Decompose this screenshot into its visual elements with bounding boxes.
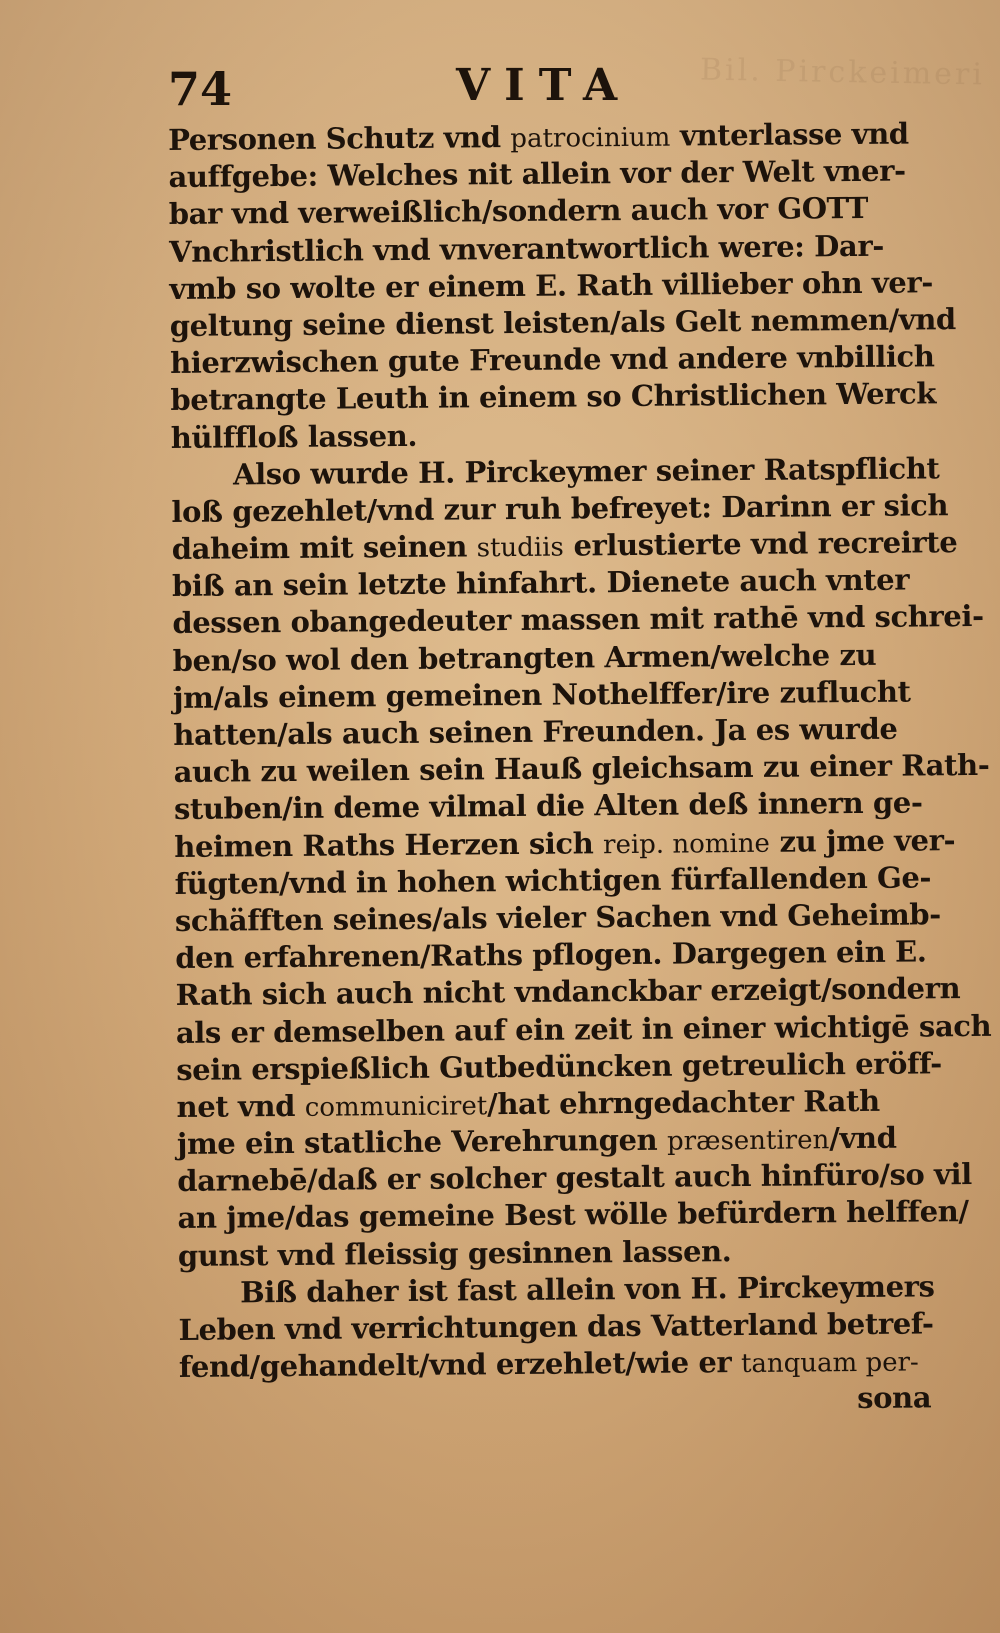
text-line [169,190,929,234]
text-segment: gunst vnd fleissig gesinnen lassen. [177,1233,732,1273]
text-segment: stuben/in deme vilmal die Alten deß innern ge- [173,785,923,827]
text-segment: Personen Schutz vnd [168,120,501,157]
text-segment: zu jme ver- [769,822,956,859]
page-number: 74 [168,62,233,116]
text-segment: loß gezehlet/vnd zur ruh befreyet: Darinn er sich [171,488,949,529]
running-head: VITA [456,60,632,111]
text-line [172,599,984,643]
text-segment: geltung seine dienst leisten/als Gelt nemmen/vnd [169,302,956,343]
text-line [179,1343,939,1387]
text-line [173,636,933,680]
text-line [169,227,929,271]
text-segment: jme ein statliche Verehrungen [176,1122,658,1162]
text-segment: daheim mit seinen [171,529,468,567]
text-segment: jm/als einem gemeinen Nothelffer/ire zuflucht [172,674,911,715]
show-through-text: Bil. Pirckeimeri [699,52,986,93]
text-line [175,971,961,1015]
text-segment: fend/gehandelt/vnd erzehlet/wie er [178,1345,732,1385]
text-segment: Vnchristlich vnd vnverantwortlich were: Dar- [168,228,885,269]
text-line [174,785,934,829]
latin-term: patrocinium [510,122,671,155]
text-segment: an jme/das gemeine Best wölle befürdern helffen/ [177,1194,969,1236]
latin-term: tanquam per- [740,1347,919,1380]
text-segment: Rath sich auch nicht vndanckbar erzeigt/sondern [175,971,961,1013]
latin-term: studiis [476,532,564,564]
text-segment: net vnd [176,1088,296,1124]
text-segment: den erfahrenen/Raths pflogen. Dargegen ein E. [175,934,927,976]
text-line [171,450,940,494]
text-segment: auch zu weilen sein Hauß gleichsam zu einer Rath- [173,748,990,790]
text-segment: /hat ehrngedachter Rath [487,1083,880,1122]
text-segment: hülffloß lassen. [170,418,418,455]
text-line [170,376,937,420]
text-segment: Biß daher ist fast allein von H. Pirckeymers [240,1269,935,1310]
text-line [177,1194,969,1238]
text-segment: schäfften seines/als vieler Sachen vnd Geheimb- [174,897,941,938]
latin-term: communiciret [304,1091,488,1123]
text-segment: biß an sein letzte hinfahrt. Dienete auch vnter [171,562,910,604]
text-line [174,822,956,866]
text-segment: als er demselben auf ein zeit in einer wichtigē sach [175,1008,992,1050]
text-line [175,1008,992,1052]
text-line [176,1045,942,1089]
text-segment: sein erspießlich Gutbedüncken getreulich eröff- [176,1045,942,1087]
text-segment: hatten/als auch seinen Freunden. Ja es wurde [173,711,898,752]
text-segment: erlustierte vnd recreirte [563,525,958,563]
text-segment: ben/so wol den betrangten Armen/welche zu [172,637,877,678]
text-segment: betrangte Leuth in einem so Christlichen Werck [170,376,937,418]
text-segment: bar vnd verweißlich/sondern auch vor GOTT [168,191,869,232]
text-segment: fügten/vnd in hohen wichtigen fürfallenden Ge- [174,860,932,901]
body-text [168,115,992,1423]
text-segment: vmb so wolte er einem E. Rath villieber ohn ver- [169,265,934,306]
text-segment: darnebē/daß er solcher gestalt auch hinfüro/so vil [177,1157,972,1199]
text-segment: /vnd [829,1120,897,1156]
text-segment: vnterlasse vnd [670,116,909,153]
text-segment: Leben vnd verrichtungen das Vatterland betref- [178,1306,934,1347]
text-segment: heimen Raths Herzen sich [174,825,594,864]
text-segment: hierzwischen gute Freunde vnd andere vnbillich [169,339,935,381]
text-segment: dessen obangedeuter massen mit rathē vnd schrei- [172,599,984,641]
latin-term: præsentiren [666,1125,830,1157]
latin-term: reip. nomine [602,828,771,860]
catchword: sona [857,1380,932,1416]
text-segment: Also wurde H. Pirckeymer seiner Ratspflicht [232,450,940,492]
text-segment: auffgebe: Welches nit allein vor der Welt vner- [168,153,906,195]
